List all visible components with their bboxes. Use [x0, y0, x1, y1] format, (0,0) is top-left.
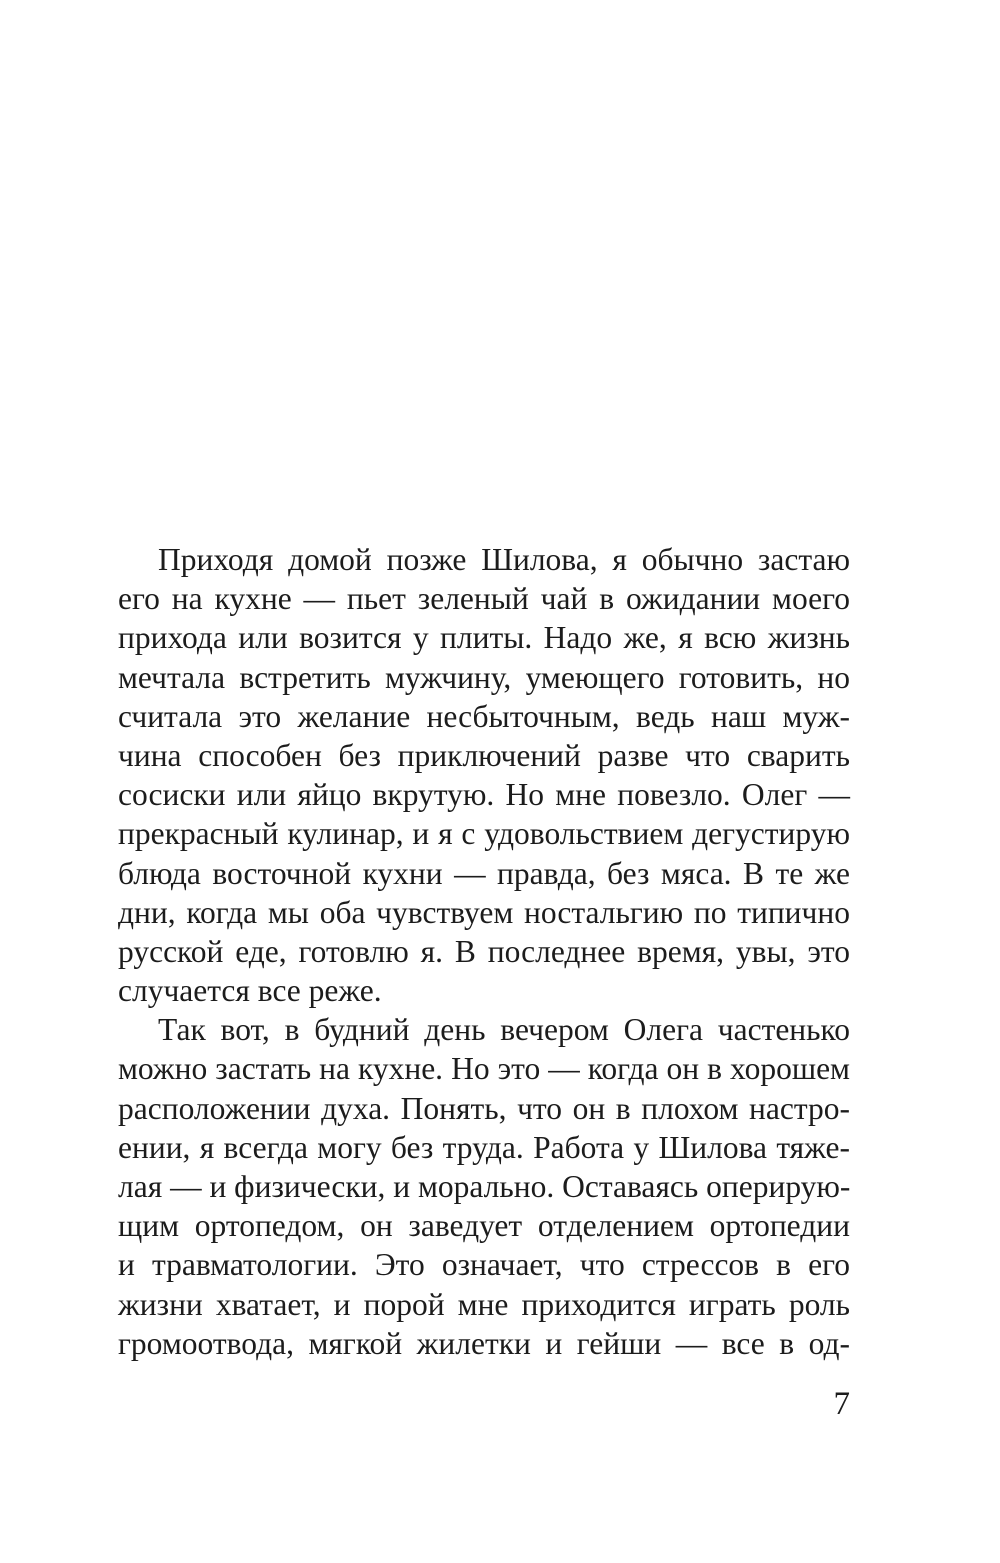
text-line: прекрасный кулинар, и я с удовольствием дегустирую	[118, 816, 850, 852]
text-line: лая — и физически, и морально. Оставаясь оперирую-	[118, 1169, 851, 1204]
text-line: случается все реже.	[118, 973, 382, 1009]
body-text	[118, 540, 850, 1363]
page-number: 7	[833, 1386, 850, 1422]
text-line: щим ортопедом, он заведует отделением ортопедии	[118, 1208, 850, 1244]
text-line: жизни хватает, и порой мне приходится играть роль	[118, 1286, 850, 1322]
text-line: русской еде, готовлю я. В последнее время, увы, это	[118, 933, 850, 969]
paragraph-2	[118, 1010, 850, 1363]
text-line: расположении духа. Понять, что он в плохом настро-	[118, 1090, 850, 1126]
text-line: сосиски или яйцо вкрутую. Но мне повезло. Олег —	[118, 777, 850, 813]
text-line: Приходя домой позже Шилова, я обычно застаю	[158, 542, 850, 577]
text-line: ении, я всегда могу без труда. Работа у Шилова тяже-	[118, 1129, 850, 1165]
text-line: блюда восточной кухни — правда, без мяса. В те же	[118, 855, 850, 891]
paragraph-1	[118, 540, 850, 1010]
text-line: чина способен без приключений разве что сварить	[118, 737, 850, 773]
text-line: громоотвода, мягкой жилетки и гейши — все в од-	[118, 1325, 850, 1361]
text-line: дни, когда мы оба чувствуем ностальгию по типично	[118, 894, 850, 930]
text-line: можно застать на кухне. Но это — когда он в хорошем	[118, 1051, 850, 1087]
text-line: и травматологии. Это означает, что стрессов в его	[118, 1247, 850, 1283]
text-line: прихода или возится у плиты. Надо же, я всю жизнь	[118, 620, 850, 656]
text-line: мечтала встретить мужчину, умеющего готовить, но	[118, 659, 850, 695]
text-line: его на кухне — пьет зеленый чай в ожидании моего	[118, 581, 850, 617]
text-line: Так вот, в будний день вечером Олега частенько	[158, 1012, 850, 1048]
text-line: считала это желание несбыточным, ведь наш муж-	[118, 698, 850, 734]
